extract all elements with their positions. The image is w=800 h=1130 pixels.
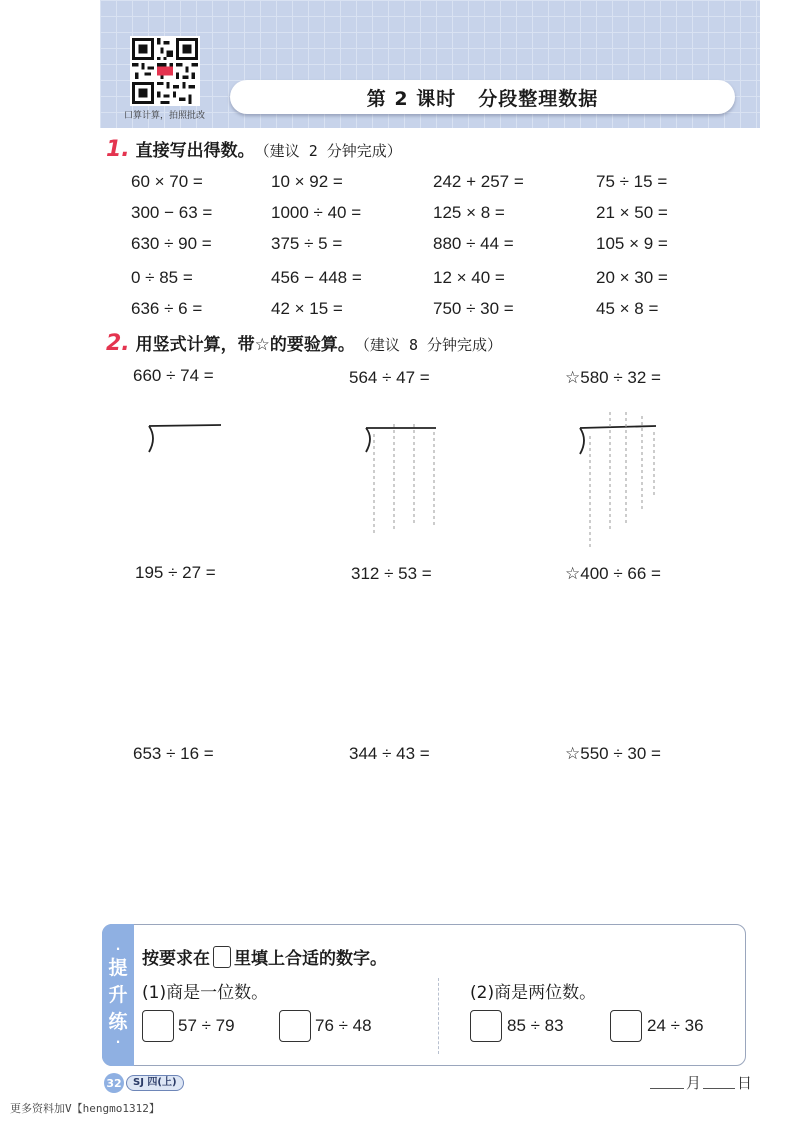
tab-char: 练 bbox=[108, 1010, 128, 1033]
day-label: 日 bbox=[737, 1074, 753, 1092]
oral-calc-item: 125 × 8 = bbox=[433, 203, 505, 222]
fill-expression: 57 ÷ 79 bbox=[178, 1016, 235, 1035]
oral-calc-item: 60 × 70 = bbox=[131, 172, 203, 191]
lesson-title: 分段整理数据 bbox=[478, 87, 599, 110]
oral-calc-item: 636 ÷ 6 = bbox=[131, 299, 203, 318]
answer-box[interactable] bbox=[610, 1010, 642, 1042]
oral-calc-item: 20 × 30 = bbox=[596, 268, 668, 287]
fill-expression: 76 ÷ 48 bbox=[315, 1016, 372, 1035]
oral-calc-item: 880 ÷ 44 = bbox=[433, 234, 514, 253]
day-blank[interactable] bbox=[703, 1088, 735, 1089]
section2-note: （建议 8 分钟完成） bbox=[354, 336, 503, 354]
qr-code-icon[interactable] bbox=[130, 36, 200, 106]
section1-heading bbox=[106, 136, 402, 162]
tab-char: 提 bbox=[108, 956, 128, 979]
oral-calc-item: 456 − 448 = bbox=[271, 268, 362, 287]
long-division-bracket bbox=[362, 424, 442, 544]
section1-title: 直接写出得数。 bbox=[135, 141, 255, 161]
vertical-calc-problem: 344 ÷ 43 = bbox=[349, 744, 430, 763]
long-division-bracket bbox=[145, 422, 225, 456]
oral-calc-item: 375 ÷ 5 = bbox=[271, 234, 343, 253]
tab-char: 升 bbox=[108, 983, 128, 1006]
practice-tab bbox=[102, 924, 134, 1066]
oral-calc-item: 42 × 15 = bbox=[271, 299, 343, 318]
tab-dot: · bbox=[115, 1034, 121, 1049]
lesson-number: 第 2 课时 bbox=[366, 87, 457, 110]
instruction-after: 里填上合适的数字。 bbox=[234, 949, 387, 969]
oral-calc-item: 0 ÷ 85 = bbox=[131, 268, 193, 287]
section1-number: 1. bbox=[106, 137, 130, 162]
divider bbox=[438, 978, 439, 1054]
fill-expression: 24 ÷ 36 bbox=[647, 1016, 704, 1035]
answer-box[interactable] bbox=[470, 1010, 502, 1042]
oral-calc-item: 10 × 92 = bbox=[271, 172, 343, 191]
oral-calc-item: 105 × 9 = bbox=[596, 234, 668, 253]
instruction-before: 按要求在 bbox=[142, 949, 210, 969]
section2-heading bbox=[106, 330, 502, 356]
page-number: 32 bbox=[104, 1073, 124, 1093]
oral-calc-item: 75 ÷ 15 = bbox=[596, 172, 668, 191]
month-label: 月 bbox=[686, 1074, 702, 1092]
vertical-calc-problem: 312 ÷ 53 = bbox=[351, 564, 432, 583]
month-blank[interactable] bbox=[650, 1088, 684, 1089]
oral-calc-item: 242 + 257 = bbox=[433, 172, 524, 191]
part2-title: (2)商是两位数。 bbox=[470, 983, 597, 1003]
vertical-calc-problem: ☆400 ÷ 66 = bbox=[565, 564, 661, 583]
answer-box[interactable] bbox=[279, 1010, 311, 1042]
oral-calc-item: 12 × 40 = bbox=[433, 268, 505, 287]
vertical-calc-problem: 564 ÷ 47 = bbox=[349, 368, 430, 387]
oral-calc-item: 630 ÷ 90 = bbox=[131, 234, 212, 253]
vertical-calc-problem: 195 ÷ 27 = bbox=[135, 563, 216, 582]
oral-calc-item: 1000 ÷ 40 = bbox=[271, 203, 362, 222]
tab-dot: · bbox=[115, 941, 121, 956]
vertical-calc-problem: 660 ÷ 74 = bbox=[133, 366, 214, 385]
oral-calc-item: 300 − 63 = bbox=[131, 203, 213, 222]
fill-expression: 85 ÷ 83 bbox=[507, 1016, 564, 1035]
vertical-calc-problem: 653 ÷ 16 = bbox=[133, 744, 214, 763]
lesson-title-bar bbox=[230, 80, 735, 114]
part1-title: (1)商是一位数。 bbox=[142, 983, 269, 1003]
section1-note: （建议 2 分钟完成） bbox=[254, 142, 402, 160]
inline-box-icon bbox=[213, 946, 231, 968]
answer-box[interactable] bbox=[142, 1010, 174, 1042]
vertical-calc-problem: ☆580 ÷ 32 = bbox=[565, 368, 661, 387]
vertical-calc-problem: ☆550 ÷ 30 = bbox=[565, 744, 661, 763]
oral-calc-item: 750 ÷ 30 = bbox=[433, 299, 514, 318]
oral-calc-item: 45 × 8 = bbox=[596, 299, 659, 318]
edition-badge: SJ 四(上) bbox=[126, 1075, 184, 1091]
qr-caption: 口算计算，拍照批改 bbox=[124, 111, 206, 121]
long-division-bracket bbox=[576, 412, 660, 552]
section2-title: 用竖式计算，带☆的要验算。 bbox=[135, 335, 355, 355]
watermark-text: 更多资料加V【hengmo1312】 bbox=[10, 1102, 160, 1115]
section2-number: 2. bbox=[106, 331, 130, 356]
practice-instruction bbox=[142, 944, 387, 969]
oral-calc-item: 21 × 50 = bbox=[596, 203, 668, 222]
